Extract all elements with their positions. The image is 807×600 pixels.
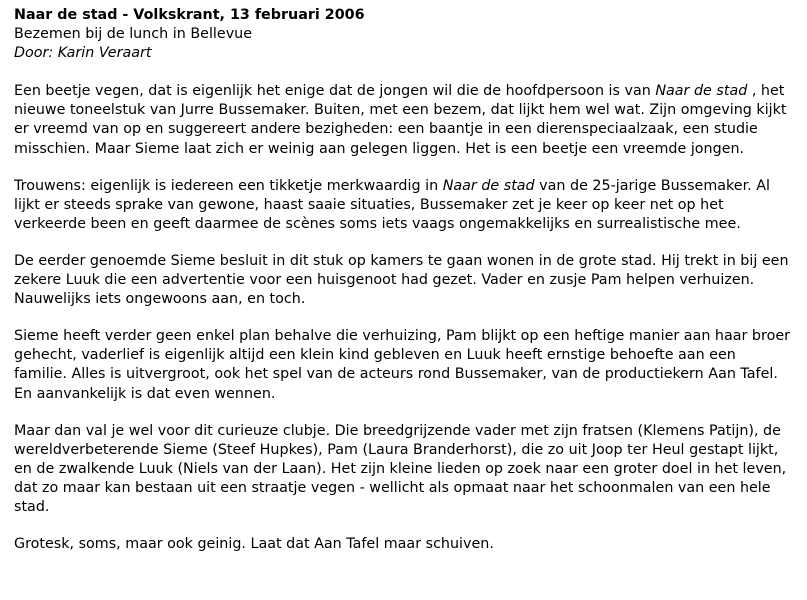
play-title-emphasis: Naar de stad — [655, 83, 748, 100]
article-byline: Door: Karin Veraart — [14, 45, 152, 62]
paragraph-1-text-a: Een beetje vegen, dat is eigenlijk het enige dat de jongen wil die de hoofdpersoon is van — [14, 83, 656, 100]
article-title: Naar de stad - Volkskrant, 13 februari 2006 — [14, 7, 365, 23]
paragraph-3: De eerder genoemde Sieme besluit in dit stuk op kamers te gaan wonen in de grote stad. Hij trekt in bij een zekere Luuk die een advertentie voor een huisgenoot had gezet. Vader en zusje Pam helpen verhuizen. Nauwelijks iets ongewoons aan, en toch. — [14, 252, 789, 308]
paragraph-2 — [14, 177, 793, 234]
paragraph-1-text-b: , het nieuwe toneelstuk van Jurre Bussemaker. Buiten, met een bezem, dat lijkt hem wel wat. Zijn omgeving kijkt er vreemd van op en suggereert andere bezigheden: een baantje in een dierenspeciaalzaak, een studie misschien. Maar Sieme laat zich er weinig aan gelegen liggen. Het is een beetje een vreemde jongen. — [14, 83, 787, 157]
play-title-emphasis: Naar de stad — [442, 177, 535, 194]
paragraph-1 — [14, 82, 793, 158]
article-subtitle: Bezemen bij de lunch in Bellevue — [14, 26, 253, 43]
paragraph-2-text-b: van de 25-jarige Bussemaker. Al lijkt er steeds sprake van gewone, haast saaie situaties, Bussemaker zet je keer op keer net op het verkeerde been en geeft daarmee de scènes soms iets vaags ongemakkelijks en surrealistische mee. — [14, 177, 771, 232]
paragraph-6: Grotesk, soms, maar ook geinig. Laat dat Aan Tafel maar schuiven. — [14, 536, 494, 553]
paragraph-5: Maar dan val je wel voor dit curieuze clubje. Die breedgrijzende vader met zijn fratsen (Klemens Patijn), de wereldverbeterende Sieme (Steef Hupkes), Pam (Laura Branderhorst), die zo uit Joop ter Heul gestapt lijkt, en de zwalkende Luuk (Niels van der Laan). Het zijn kleine lieden op zoek naar een groter doel in het leven, dat zo maar kan bestaan uit een straatje vegen - wellicht als opmaat naar het schoonmalen van een hele stad. — [14, 422, 787, 515]
paragraph-2-text-a: Trouwens: eigenlijk is iedereen een tikketje merkwaardig in — [14, 177, 443, 194]
paragraph-4: Sieme heeft verder geen enkel plan behalve die verhuizing, Pam blijkt op een heftige manier aan haar broer gehecht, vaderlief is eigenlijk altijd een klein kind gebleven en Luuk heeft ernstige behoefte aan een familie. Alles is uitvergroot, ook het spel van de acteurs rond Bussemaker, van de productiekern Aan Tafel. En aanvankelijk is dat even wennen. — [14, 328, 790, 402]
